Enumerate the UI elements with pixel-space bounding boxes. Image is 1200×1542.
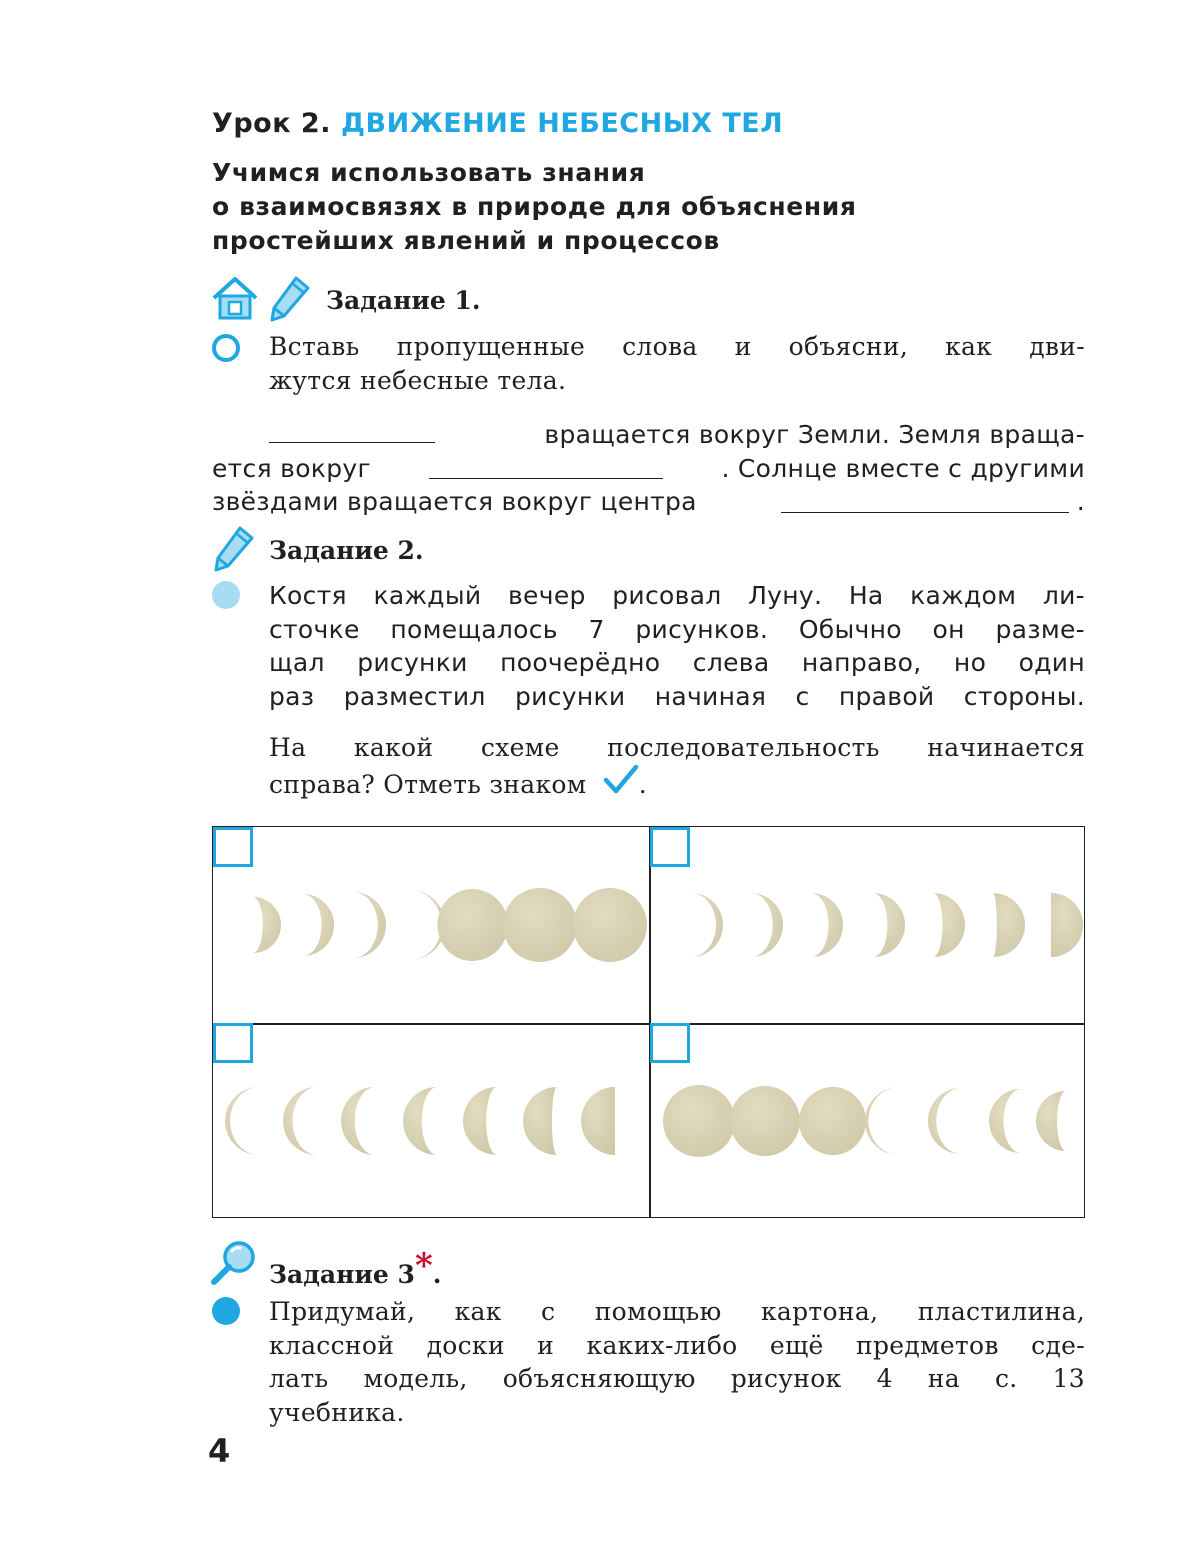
pencil-icon xyxy=(210,524,258,574)
moon-phase xyxy=(253,897,281,953)
answer-checkbox-2[interactable] xyxy=(650,827,690,867)
moon-phase xyxy=(989,1089,1021,1153)
text-line: сточке помещалось 7 рисунков. Обычно он разме- xyxy=(269,614,1085,644)
subtitle-line: о взаимосвязях в природе для объяснения xyxy=(212,192,857,221)
moon-phase xyxy=(928,1088,961,1154)
moon-phase xyxy=(503,888,577,962)
task2-heading: Задание 2. xyxy=(269,536,424,565)
answer-checkbox-1[interactable] xyxy=(213,827,253,867)
text-line: Придумай, как с помощью картона, пластилина, xyxy=(269,1297,1085,1326)
fill-text-part: . Солнце вместе с другими xyxy=(721,453,1085,483)
task2-text xyxy=(269,579,1085,713)
lesson-title xyxy=(212,108,783,139)
magnifier-icon xyxy=(208,1238,258,1288)
lesson-label: Урок 2. xyxy=(212,108,331,139)
subtitle-line: Учимся использовать знания xyxy=(212,158,646,187)
answer-checkbox-3[interactable] xyxy=(213,1023,253,1063)
moon-phase xyxy=(751,893,783,957)
fill-text-part: ется вокруг xyxy=(212,453,371,483)
text-line: Костя каждый вечер рисовал Луну. На каждом ли- xyxy=(269,581,1085,610)
text-line: жутся небесные тела. xyxy=(269,365,567,395)
task1-heading: Задание 1. xyxy=(326,286,481,315)
task1-instruction xyxy=(269,330,1085,397)
moon-phase xyxy=(730,1086,800,1156)
answer-checkbox-4[interactable] xyxy=(650,1023,690,1063)
moon-phase xyxy=(993,893,1025,957)
text-line: классной доски и каких-либо ещё предметов сде- xyxy=(269,1330,1085,1360)
moon-phase xyxy=(691,893,723,957)
home-icon xyxy=(210,276,260,322)
moon-phase xyxy=(581,1087,615,1155)
text-line: Вставь пропущенные слова и объясни, как дви- xyxy=(269,332,1085,361)
star-mark: * xyxy=(414,1246,433,1286)
moon-phase xyxy=(811,893,843,957)
moon-phase xyxy=(1051,893,1083,957)
moon-phase xyxy=(225,1087,259,1155)
moon-phases-grid xyxy=(212,826,1085,1218)
moon-phase xyxy=(341,1087,375,1155)
text-line: учебника. xyxy=(269,1397,405,1427)
fill-text-part: вращается вокруг Земли. Земля враща- xyxy=(544,420,1085,449)
moon-phase xyxy=(865,1087,899,1155)
subtitle-line: простейших явлений и процессов xyxy=(212,226,720,255)
moon-phase xyxy=(663,1085,735,1157)
answer-blank-1[interactable] xyxy=(269,416,435,443)
difficulty-marker-open xyxy=(212,334,240,362)
moon-phase xyxy=(933,893,965,957)
moon-phase xyxy=(403,1087,437,1155)
pencil-icon xyxy=(266,274,314,324)
answer-blank-2[interactable] xyxy=(429,452,663,479)
moon-phase xyxy=(573,888,647,962)
moon-phases-drawing xyxy=(213,827,1083,1216)
moon-phase xyxy=(463,1087,497,1155)
task3-heading xyxy=(269,1246,442,1292)
moon-phase xyxy=(283,1087,317,1155)
task3-heading-text: Задание 3 xyxy=(269,1260,415,1289)
checkmark-icon xyxy=(603,765,639,795)
difficulty-marker-filled xyxy=(212,1297,240,1325)
text-line: . xyxy=(638,769,647,799)
moon-phase xyxy=(303,894,334,956)
text-line: справа? Отметь знаком xyxy=(269,769,587,799)
answer-blank-3[interactable] xyxy=(781,486,1069,513)
moon-phase xyxy=(799,1087,866,1155)
task1-fill-text xyxy=(212,416,1085,519)
moon-phase xyxy=(523,1087,557,1155)
page-number: 4 xyxy=(208,1432,231,1470)
text-line: лать модель, объясняющую рисунок 4 на с. 13 xyxy=(269,1364,1085,1393)
text-line: На какой схеме последовательность начинается xyxy=(269,733,1085,762)
difficulty-marker-light xyxy=(212,581,240,609)
fill-text-part: звёздами вращается вокруг центра xyxy=(212,487,697,516)
moon-phase xyxy=(353,892,386,958)
fill-text-part: . xyxy=(1076,487,1085,516)
lesson-subtitle xyxy=(212,156,1012,258)
moon-phase xyxy=(873,893,905,957)
task3-heading-end: . xyxy=(432,1260,442,1289)
task3-text xyxy=(269,1295,1085,1429)
task2-question xyxy=(269,731,1085,801)
lesson-name: ДВИЖЕНИЕ НЕБЕСНЫХ ТЕЛ xyxy=(340,108,784,139)
text-line: раз разместил рисунки начиная с правой стороны. xyxy=(269,681,1085,711)
text-line: щал рисунки поочерёдно слева направо, но один xyxy=(269,648,1085,677)
moon-phase xyxy=(437,889,508,961)
moon-phase xyxy=(1036,1091,1066,1151)
